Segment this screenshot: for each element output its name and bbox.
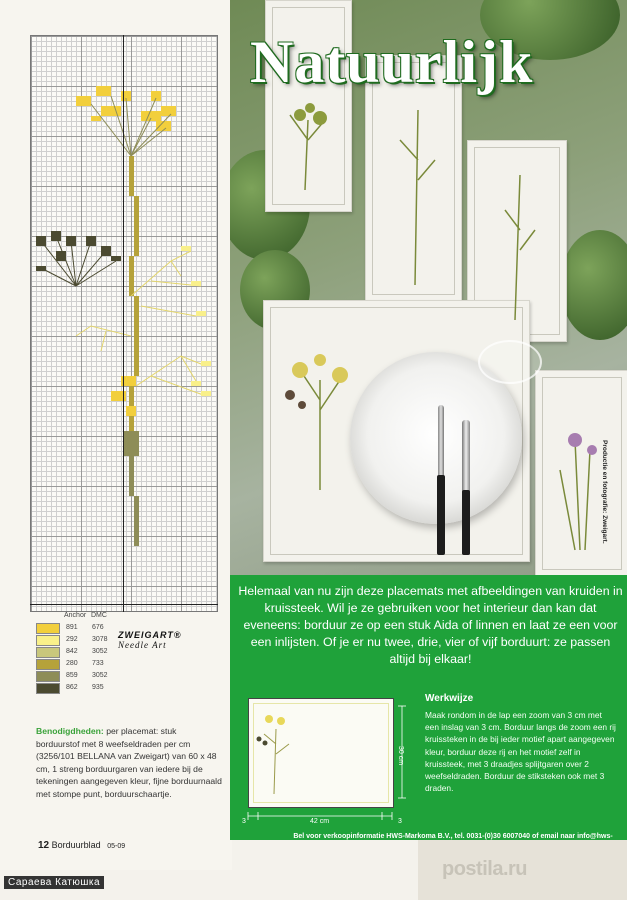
diagram-margin-label: 3: [242, 818, 246, 825]
chart-motif: [31, 36, 217, 611]
dmc-number: 676: [92, 624, 104, 631]
anchor-number: 842: [66, 648, 78, 655]
anchor-number: 292: [66, 636, 78, 643]
photo-credit: Productie en fotografie: Zweigart.: [601, 440, 608, 544]
anchor-number: 862: [66, 684, 78, 691]
site-watermark: postila.ru: [442, 858, 528, 880]
page-title: Natuurlijk: [250, 29, 534, 95]
page-footer: [38, 840, 125, 851]
materials-text: [36, 725, 222, 801]
wine-glass: [478, 340, 542, 384]
chart-center-line: [123, 35, 124, 612]
zweigart-logo: [118, 630, 218, 650]
brand-name: ZWEIGART®: [118, 630, 182, 640]
knife: [462, 420, 470, 555]
dmc-number: 3078: [92, 636, 108, 643]
cross-stitch-chart: [30, 35, 218, 612]
intro-text: Helemaal van nu zijn deze placemats met afbeeldingen van kruiden in kruissteek. Wil je ze gebruiken voor het interieur dan kan dat eveneens: borduur ze op een stuk Aida of linnen en laat ze een voor een inlijsten. Of je er nu twee, drie, vier of vijf borduurt: ze passen altijd bij elkaar!: [238, 584, 623, 666]
sales-info: Bel voor verkoopinformatie HWS-Markoma B.V., tel. 0031-(0)30 6007040 of email naar info@hws-: [293, 833, 613, 840]
page-number: 12: [38, 840, 50, 851]
dmc-number: 935: [92, 684, 104, 691]
magazine-name: Borduurblad: [51, 840, 101, 850]
materials-label: Benodigdheden:: [36, 726, 104, 736]
brand-tagline: Needle Art: [118, 640, 167, 650]
anchor-number: 859: [66, 672, 78, 679]
color-swatch: [36, 683, 60, 694]
method-text: Maak rondom in de lap een zoom van 3 cm met een inslag van 3 cm. Borduur langs de zoom een rij kruissteken in de bij ieder motief apart aangegeven kleur, borduur deze rij en het motief zelf in kruissteek, met 3 draadjes splijtgaren over 2 weefseldraden. Borduur de stiksteken ook met 3 draden.: [425, 710, 616, 794]
site-watermark-area: [418, 840, 627, 900]
dmc-number: 733: [92, 660, 104, 667]
anchor-number: 891: [66, 624, 78, 631]
legend-header-anchor: Anchor: [64, 612, 87, 619]
chart-center-line: [30, 604, 218, 605]
fork: [438, 405, 444, 555]
color-swatch: [36, 647, 60, 658]
materials-body: per placemat: stuk borduurstof met 8 weefseldraden per cm (3256/101 BELLANA van Zweigart) van 60 x 48 cm, 1 streng borduurgaren van iedere bij de tekeningen aangegeven kleur, fijne borduurnaald met stompe punt, borduurschaartje.: [36, 726, 222, 799]
anchor-number: 280: [66, 660, 78, 667]
legend-row: [34, 682, 134, 694]
dmc-number: 3052: [92, 672, 108, 679]
diagram-height-label: 30 cm: [397, 746, 404, 766]
diagram-dimensions: [240, 698, 410, 828]
legend-row: [34, 658, 134, 670]
color-swatch: [36, 671, 60, 682]
color-swatch: [36, 623, 60, 634]
diagram-width-label: 42 cm: [310, 818, 330, 825]
color-swatch: [36, 635, 60, 646]
diagram-margin-label: 3: [398, 818, 402, 825]
legend-header-dmc: DMC: [91, 612, 107, 619]
method-title: Werkwijze: [425, 693, 474, 704]
user-watermark: Сараева Катюшка: [4, 876, 104, 889]
placemat-photo: [230, 0, 627, 575]
dmc-number: 3052: [92, 648, 108, 655]
color-swatch: [36, 659, 60, 670]
placemat-diagram: [240, 698, 410, 828]
issue-number: 05-09: [107, 843, 126, 850]
legend-row: [34, 670, 134, 682]
